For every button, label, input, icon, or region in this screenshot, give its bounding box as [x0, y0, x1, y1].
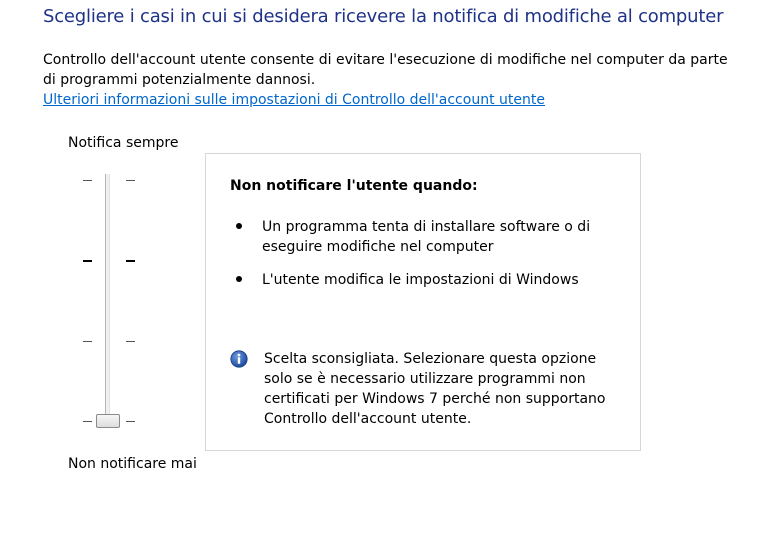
list-item: L'utente modifica le impostazioni di Windows	[262, 272, 579, 288]
slider-bottom-label: Non notificare mai	[68, 456, 197, 472]
slider-tick-left	[83, 260, 92, 262]
slider-tick-left	[83, 341, 92, 342]
slider-top-label: Notifica sempre	[68, 135, 179, 151]
info-icon	[230, 350, 248, 368]
page-title: Scegliere i casi in cui si desidera ricevere la notifica di modifiche al computer	[43, 6, 724, 27]
notification-level-slider[interactable]	[80, 168, 140, 438]
warning-note: Scelta sconsigliata. Selezionare questa opzione solo se è necessario utilizzare programmi non certificati per Windows 7 perché non supportano Controllo dell'account utente.	[264, 351, 606, 427]
slider-tick-right	[126, 341, 135, 342]
slider-tick-right	[126, 421, 135, 422]
list-item: Un programma tenta di installare software o di eseguire modifiche nel computer	[262, 219, 591, 255]
page-description: Controllo dell'account utente consente di evitare l'esecuzione di modifiche nel computer da parte di programmi potenzialmente dannosi.	[43, 52, 728, 88]
more-info-link[interactable]: Ulteriori informazioni sulle impostazioni di Controllo dell'account utente	[43, 92, 545, 108]
slider-tick-left	[83, 421, 92, 422]
slider-thumb[interactable]	[96, 414, 120, 428]
slider-tick-right	[126, 260, 135, 262]
slider-tick-left	[83, 180, 92, 181]
slider-track[interactable]	[105, 174, 110, 424]
box-heading: Non notificare l'utente quando:	[230, 178, 478, 194]
bullet-icon	[236, 223, 242, 229]
slider-tick-right	[126, 180, 135, 181]
bullet-icon	[236, 276, 242, 282]
level-description-box	[205, 153, 641, 451]
